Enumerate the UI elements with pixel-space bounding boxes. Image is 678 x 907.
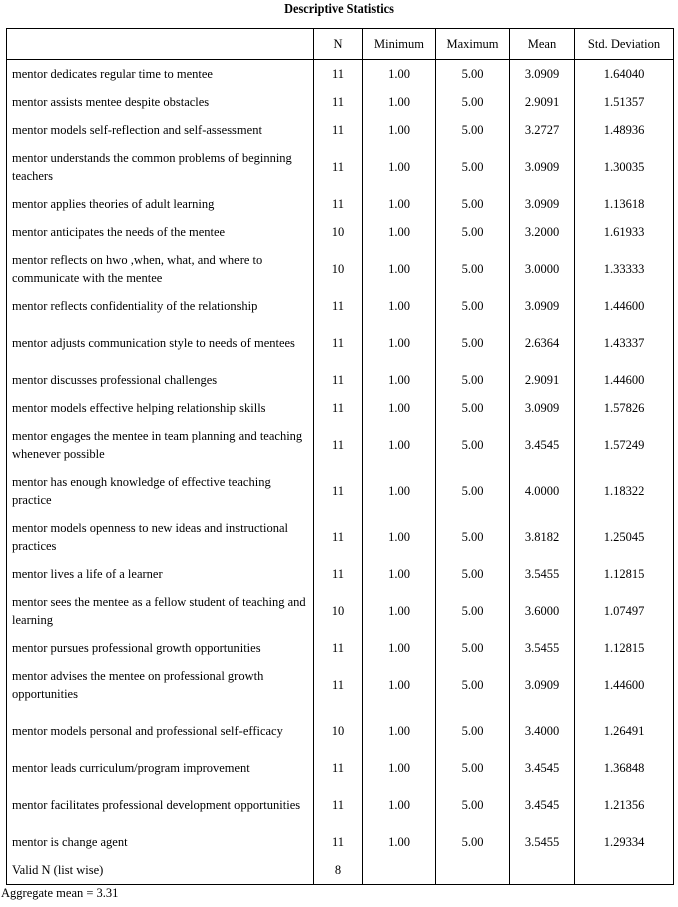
cell-std-deviation: 1.29334 <box>575 828 674 856</box>
cell-minimum: 1.00 <box>363 588 436 634</box>
cell-minimum: 1.00 <box>363 60 436 89</box>
cell-mean: 3.8182 <box>510 514 575 560</box>
cell-n: 11 <box>314 468 363 514</box>
cell-mean: 3.4545 <box>510 422 575 468</box>
cell-mean: 3.5455 <box>510 828 575 856</box>
table-row <box>7 292 674 320</box>
cell-mean: 3.0909 <box>510 190 575 218</box>
cell-std-deviation: 1.33333 <box>575 246 674 292</box>
cell-minimum: 1.00 <box>363 246 436 292</box>
cell-maximum: 5.00 <box>436 292 510 320</box>
cell-minimum <box>363 856 436 885</box>
cell-std-deviation: 1.57249 <box>575 422 674 468</box>
cell-maximum: 5.00 <box>436 588 510 634</box>
cell-maximum: 5.00 <box>436 366 510 394</box>
cell-maximum: 5.00 <box>436 144 510 190</box>
cell-mean <box>510 856 575 885</box>
row-label: mentor reflects confidentiality of the relationship <box>7 292 314 320</box>
row-label: mentor engages the mentee in team planning and teaching whenever possible <box>7 422 314 468</box>
cell-std-deviation: 1.43337 <box>575 320 674 366</box>
table-row <box>7 88 674 116</box>
cell-n: 11 <box>314 366 363 394</box>
valid-n-row <box>7 856 674 885</box>
cell-std-deviation: 1.44600 <box>575 366 674 394</box>
table-row <box>7 246 674 292</box>
cell-maximum: 5.00 <box>436 116 510 144</box>
row-label: mentor lives a life of a learner <box>7 560 314 588</box>
cell-n: 11 <box>314 292 363 320</box>
cell-minimum: 1.00 <box>363 218 436 246</box>
table-row <box>7 218 674 246</box>
cell-mean: 3.0909 <box>510 60 575 89</box>
cell-minimum: 1.00 <box>363 662 436 708</box>
cell-std-deviation: 1.44600 <box>575 292 674 320</box>
cell-std-deviation: 1.12815 <box>575 634 674 662</box>
row-label: mentor anticipates the needs of the mentee <box>7 218 314 246</box>
cell-std-deviation: 1.12815 <box>575 560 674 588</box>
row-label: mentor understands the common problems of beginning teachers <box>7 144 314 190</box>
row-label: Valid N (list wise) <box>7 856 314 885</box>
cell-maximum: 5.00 <box>436 394 510 422</box>
table-row <box>7 422 674 468</box>
cell-minimum: 1.00 <box>363 468 436 514</box>
table-row <box>7 514 674 560</box>
cell-minimum: 1.00 <box>363 634 436 662</box>
row-label: mentor adjusts communication style to needs of mentees <box>7 320 314 366</box>
table-row <box>7 468 674 514</box>
cell-minimum: 1.00 <box>363 394 436 422</box>
cell-maximum: 5.00 <box>436 782 510 828</box>
cell-n: 11 <box>314 634 363 662</box>
cell-minimum: 1.00 <box>363 514 436 560</box>
header-minimum: Minimum <box>363 29 436 60</box>
row-label: mentor advises the mentee on professional growth opportunities <box>7 662 314 708</box>
cell-maximum: 5.00 <box>436 468 510 514</box>
cell-maximum: 5.00 <box>436 320 510 366</box>
table-row <box>7 116 674 144</box>
table-row <box>7 560 674 588</box>
cell-minimum: 1.00 <box>363 320 436 366</box>
row-label: mentor pursues professional growth opportunities <box>7 634 314 662</box>
row-label: mentor models self-reflection and self-assessment <box>7 116 314 144</box>
cell-std-deviation: 1.30035 <box>575 144 674 190</box>
cell-maximum: 5.00 <box>436 190 510 218</box>
cell-n: 11 <box>314 88 363 116</box>
row-label: mentor models personal and professional self-efficacy <box>7 708 314 754</box>
row-label: mentor dedicates regular time to mentee <box>7 60 314 89</box>
table-title: Descriptive Statistics <box>284 2 394 17</box>
cell-minimum: 1.00 <box>363 88 436 116</box>
header-n: N <box>314 29 363 60</box>
cell-mean: 3.0000 <box>510 246 575 292</box>
cell-minimum: 1.00 <box>363 782 436 828</box>
table-row <box>7 320 674 366</box>
cell-n: 11 <box>314 144 363 190</box>
cell-n: 11 <box>314 116 363 144</box>
header-row <box>7 29 674 60</box>
table-row <box>7 190 674 218</box>
cell-n: 11 <box>314 394 363 422</box>
cell-mean: 3.0909 <box>510 394 575 422</box>
cell-maximum: 5.00 <box>436 218 510 246</box>
cell-minimum: 1.00 <box>363 754 436 782</box>
table-row <box>7 144 674 190</box>
cell-mean: 2.9091 <box>510 88 575 116</box>
cell-minimum: 1.00 <box>363 366 436 394</box>
cell-mean: 3.5455 <box>510 560 575 588</box>
cell-std-deviation: 1.64040 <box>575 60 674 89</box>
aggregate-mean-note: Aggregate mean = 3.31 <box>1 886 119 900</box>
cell-n: 11 <box>314 514 363 560</box>
cell-minimum: 1.00 <box>363 708 436 754</box>
cell-std-deviation: 1.25045 <box>575 514 674 560</box>
cell-mean: 3.2000 <box>510 218 575 246</box>
cell-std-deviation: 1.44600 <box>575 662 674 708</box>
cell-mean: 3.2727 <box>510 116 575 144</box>
cell-std-deviation: 1.21356 <box>575 782 674 828</box>
cell-maximum: 5.00 <box>436 88 510 116</box>
table-row <box>7 366 674 394</box>
header-mean: Mean <box>510 29 575 60</box>
cell-mean: 3.4000 <box>510 708 575 754</box>
header-label <box>7 29 314 60</box>
cell-std-deviation: 1.61933 <box>575 218 674 246</box>
cell-maximum: 5.00 <box>436 60 510 89</box>
cell-mean: 2.9091 <box>510 366 575 394</box>
table-row <box>7 828 674 856</box>
cell-mean: 3.4545 <box>510 754 575 782</box>
table-row <box>7 782 674 828</box>
table-row <box>7 708 674 754</box>
cell-std-deviation <box>575 856 674 885</box>
cell-maximum: 5.00 <box>436 828 510 856</box>
cell-mean: 3.4545 <box>510 782 575 828</box>
cell-n: 11 <box>314 754 363 782</box>
cell-mean: 4.0000 <box>510 468 575 514</box>
row-label: mentor models effective helping relationship skills <box>7 394 314 422</box>
cell-n: 10 <box>314 588 363 634</box>
cell-mean: 3.6000 <box>510 588 575 634</box>
cell-maximum: 5.00 <box>436 662 510 708</box>
cell-n: 10 <box>314 708 363 754</box>
cell-n: 10 <box>314 246 363 292</box>
cell-maximum <box>436 856 510 885</box>
cell-n: 8 <box>314 856 363 885</box>
row-label: mentor is change agent <box>7 828 314 856</box>
header-maximum: Maximum <box>436 29 510 60</box>
cell-minimum: 1.00 <box>363 190 436 218</box>
table-row <box>7 634 674 662</box>
cell-maximum: 5.00 <box>436 708 510 754</box>
table-row <box>7 662 674 708</box>
cell-std-deviation: 1.36848 <box>575 754 674 782</box>
cell-minimum: 1.00 <box>363 116 436 144</box>
row-label: mentor facilitates professional development opportunities <box>7 782 314 828</box>
descriptive-statistics-table <box>6 28 674 885</box>
cell-maximum: 5.00 <box>436 422 510 468</box>
cell-std-deviation: 1.13618 <box>575 190 674 218</box>
cell-n: 11 <box>314 560 363 588</box>
row-label: mentor discusses professional challenges <box>7 366 314 394</box>
row-label: mentor sees the mentee as a fellow student of teaching and learning <box>7 588 314 634</box>
row-label: mentor leads curriculum/program improvement <box>7 754 314 782</box>
cell-n: 11 <box>314 782 363 828</box>
cell-n: 11 <box>314 828 363 856</box>
cell-maximum: 5.00 <box>436 246 510 292</box>
cell-std-deviation: 1.07497 <box>575 588 674 634</box>
cell-std-deviation: 1.26491 <box>575 708 674 754</box>
cell-n: 11 <box>314 662 363 708</box>
row-label: mentor models openness to new ideas and instructional practices <box>7 514 314 560</box>
cell-maximum: 5.00 <box>436 514 510 560</box>
cell-n: 11 <box>314 190 363 218</box>
cell-mean: 3.0909 <box>510 144 575 190</box>
cell-n: 11 <box>314 422 363 468</box>
row-label: mentor reflects on hwo ,when, what, and where to communicate with the mentee <box>7 246 314 292</box>
table-row <box>7 60 674 89</box>
cell-mean: 3.0909 <box>510 292 575 320</box>
table-row <box>7 588 674 634</box>
cell-n: 10 <box>314 218 363 246</box>
cell-std-deviation: 1.48936 <box>575 116 674 144</box>
cell-n: 11 <box>314 320 363 366</box>
table-row <box>7 754 674 782</box>
row-label: mentor has enough knowledge of effective teaching practice <box>7 468 314 514</box>
cell-maximum: 5.00 <box>436 754 510 782</box>
cell-n: 11 <box>314 60 363 89</box>
cell-minimum: 1.00 <box>363 828 436 856</box>
cell-maximum: 5.00 <box>436 634 510 662</box>
cell-minimum: 1.00 <box>363 422 436 468</box>
row-label: mentor applies theories of adult learning <box>7 190 314 218</box>
row-label: mentor assists mentee despite obstacles <box>7 88 314 116</box>
cell-minimum: 1.00 <box>363 144 436 190</box>
cell-mean: 3.5455 <box>510 634 575 662</box>
cell-std-deviation: 1.57826 <box>575 394 674 422</box>
cell-mean: 2.6364 <box>510 320 575 366</box>
cell-std-deviation: 1.18322 <box>575 468 674 514</box>
cell-minimum: 1.00 <box>363 292 436 320</box>
cell-minimum: 1.00 <box>363 560 436 588</box>
cell-std-deviation: 1.51357 <box>575 88 674 116</box>
table-row <box>7 394 674 422</box>
header-std-deviation: Std. Deviation <box>575 29 674 60</box>
cell-mean: 3.0909 <box>510 662 575 708</box>
cell-maximum: 5.00 <box>436 560 510 588</box>
